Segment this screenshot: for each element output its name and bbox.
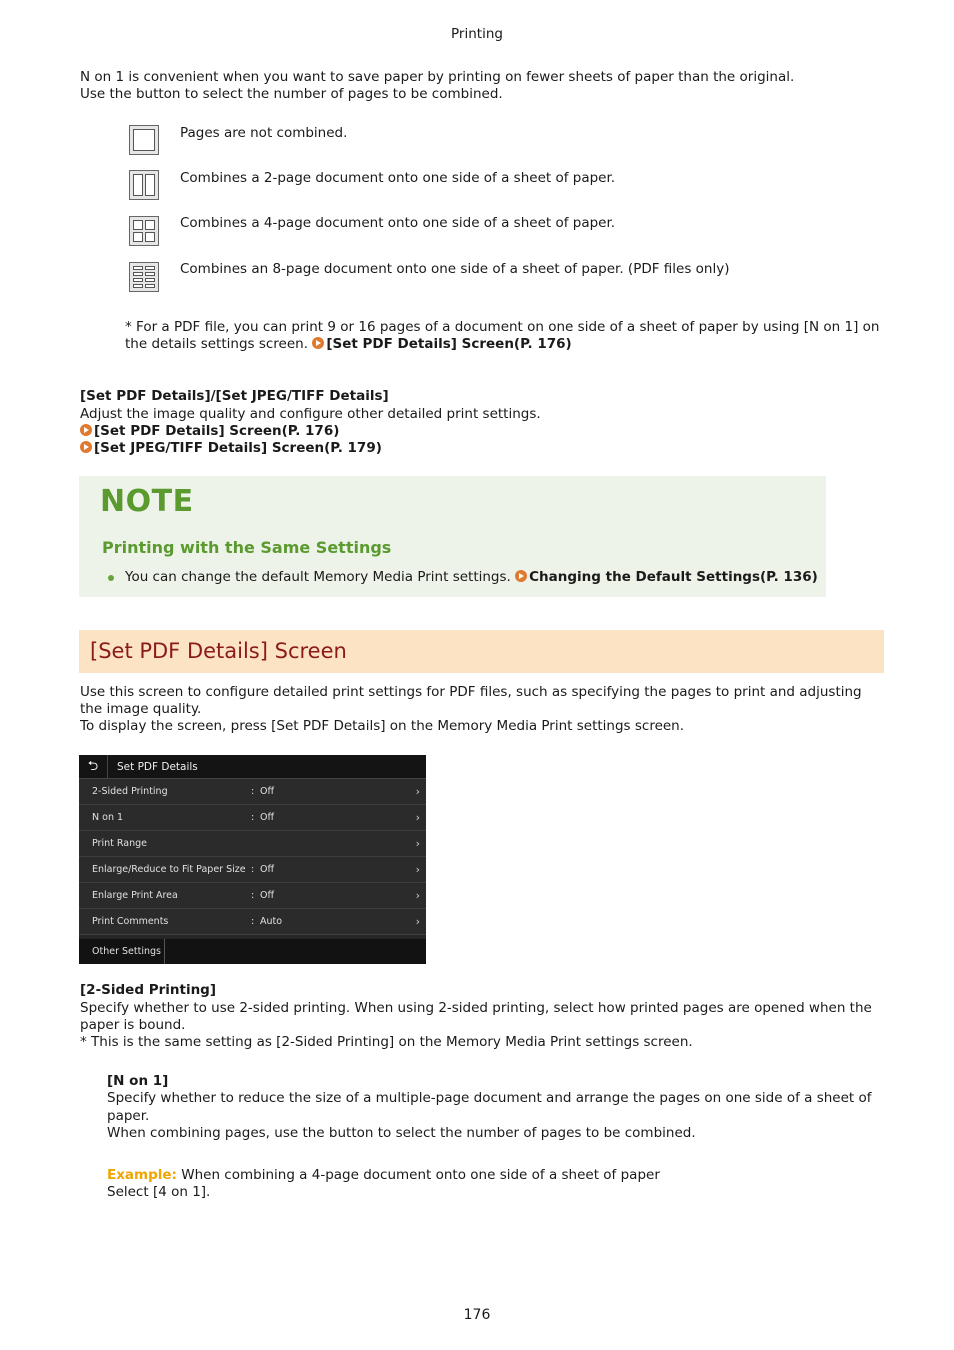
setting-label: Print Comments [92, 916, 169, 927]
single-page-icon [129, 125, 159, 155]
setting-row-n-on-1[interactable] [79, 805, 426, 831]
colon: : [251, 890, 255, 901]
screen-footer [79, 939, 426, 964]
jpeg-tiff-details-link[interactable]: [Set JPEG/TIFF Details] Screen(P. 179) [94, 440, 382, 456]
page-number: 176 [463, 1307, 491, 1323]
chevron-right-icon: › [415, 785, 420, 798]
setting-row-print-range[interactable] [79, 831, 426, 857]
screen-title: Set PDF Details [117, 761, 198, 773]
option-desc-4: Combines an 8-page document onto one side of a sheet of paper. (PDF files only) [180, 261, 730, 277]
note-bullet-text [125, 569, 825, 586]
setting-value: Off [260, 786, 275, 797]
setting-value: Auto [260, 916, 283, 927]
setting-row-2-sided[interactable] [79, 779, 426, 805]
pdf-note-text: the details settings screen. [125, 336, 309, 352]
device-screen [79, 755, 426, 964]
colon: : [251, 812, 255, 823]
setting-value: Off [260, 864, 275, 875]
chevron-right-icon: › [415, 863, 420, 876]
pdf-note-line-1: * For a PDF file, you can print 9 or 16 pages of a document on one side of a sheet of paper by using [N on 1] on [125, 319, 880, 335]
intro-line-2: Use the button to select the number of pages to be combined. [80, 86, 503, 102]
other-settings-label: Other Settings [92, 946, 161, 957]
note-bullet-label: You can change the default Memory Media Print settings. [125, 569, 511, 585]
setting-value: Off [260, 812, 275, 823]
set-details-heading: [Set PDF Details]/[Set JPEG/TIFF Details] [80, 388, 389, 404]
link-arrow-icon [80, 441, 92, 453]
setting-label: Print Range [92, 838, 147, 849]
n-on-1-desc-1: Specify whether to reduce the size of a multiple-page document and arrange the pages on one side of a sheet of [107, 1090, 872, 1106]
back-arrow-icon[interactable]: ⮌ [79, 755, 108, 779]
two-page-icon [129, 170, 159, 200]
section-title: [Set PDF Details] Screen [90, 639, 347, 663]
pdf-details-link[interactable]: [Set PDF Details] Screen(P. 176) [326, 336, 572, 352]
example-line [107, 1167, 887, 1184]
example-text: When combining a 4-page document onto one side of a sheet of paper [181, 1167, 660, 1183]
bullet-icon [108, 575, 116, 583]
colon: : [251, 786, 255, 797]
setting-label: N on 1 [92, 812, 124, 823]
note-title: NOTE [100, 484, 194, 519]
other-settings-button[interactable] [79, 939, 165, 964]
two-sided-note: * This is the same setting as [2-Sided Printing] on the Memory Media Print settings screen. [80, 1034, 693, 1050]
page-header: Printing [451, 26, 503, 42]
setting-label: Enlarge Print Area [92, 890, 178, 901]
two-sided-heading: [2-Sided Printing] [80, 982, 217, 998]
option-desc-2: Combines a 2-page document onto one side of a sheet of paper. [180, 170, 616, 186]
screen-header [79, 755, 426, 779]
link-arrow-icon [312, 337, 324, 349]
four-page-icon [129, 216, 159, 246]
n-on-1-desc-3: When combining pages, use the button to select the number of pages to be combined. [107, 1125, 696, 1141]
chevron-right-icon: › [415, 837, 420, 850]
default-settings-link[interactable]: Changing the Default Settings(P. 136) [529, 569, 818, 585]
note-subtitle: Printing with the Same Settings [102, 538, 392, 557]
section-desc-3: To display the screen, press [Set PDF Details] on the Memory Media Print settings screen. [80, 718, 685, 734]
pdf-note-line-2 [125, 336, 885, 353]
set-details-link-row-2 [80, 440, 880, 457]
link-arrow-icon [515, 570, 527, 582]
set-details-desc: Adjust the image quality and configure other detailed print settings. [80, 406, 541, 422]
intro-line-1: N on 1 is convenient when you want to save paper by printing on fewer sheets of paper than the original. [80, 69, 795, 85]
setting-row-enlarge-print-area[interactable] [79, 883, 426, 909]
option-desc-3: Combines a 4-page document onto one side of a sheet of paper. [180, 215, 616, 231]
pdf-details-link[interactable]: [Set PDF Details] Screen(P. 176) [94, 423, 340, 439]
option-desc-1: Pages are not combined. [180, 125, 348, 141]
colon: : [251, 864, 255, 875]
example-label: Example: [107, 1167, 177, 1183]
section-desc-1: Use this screen to configure detailed print settings for PDF files, such as specifying the pages to print and adjusting [80, 684, 862, 700]
two-sided-desc-2: paper is bound. [80, 1017, 186, 1033]
setting-label: 2-Sided Printing [92, 786, 168, 797]
setting-value: Off [260, 890, 275, 901]
setting-row-enlarge-reduce[interactable] [79, 857, 426, 883]
example-select: Select [4 on 1]. [107, 1184, 211, 1200]
section-desc-2: the image quality. [80, 701, 202, 717]
n-on-1-desc-2: paper. [107, 1108, 150, 1124]
colon: : [251, 916, 255, 927]
chevron-right-icon: › [415, 915, 420, 928]
set-details-link-row-1 [80, 423, 880, 440]
two-sided-desc-1: Specify whether to use 2-sided printing. When using 2-sided printing, select how printed pages are opened when the [80, 1000, 872, 1016]
link-arrow-icon [80, 424, 92, 436]
setting-label: Enlarge/Reduce to Fit Paper Size [92, 864, 246, 875]
eight-page-icon [129, 262, 159, 292]
n-on-1-heading: [N on 1] [107, 1073, 169, 1089]
chevron-right-icon: › [415, 889, 420, 902]
chevron-right-icon: › [415, 811, 420, 824]
setting-row-print-comments[interactable] [79, 909, 426, 935]
